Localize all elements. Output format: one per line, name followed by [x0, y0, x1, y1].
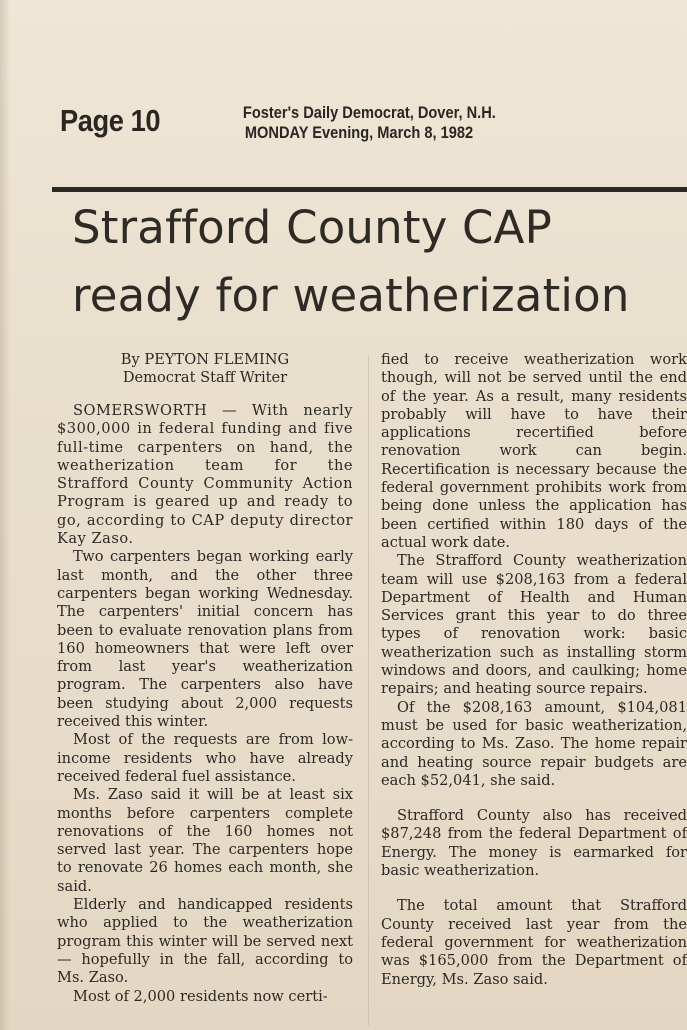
article-paragraph: Two carpenters began working early last month, and the other three carpenters began working Wednesday. The carpenters' initial concern has been to evaluate renovation plans from 160 homeowners that were left over from last year's weatherization program. The carpenters also have been studying about 2,000 requests received this winter.: [57, 548, 353, 731]
byline-title: Democrat Staff Writer: [122, 369, 288, 386]
publication-date: MONDAY Evening, March 8, 1982: [244, 123, 474, 142]
byline: [57, 351, 353, 387]
article-paragraph: SOMERSWORTH — With nearly $300,000 in federal funding and five full-time carpenters on hand, the weatherization team for the Strafford County Community Action Program is geared up and ready to go, according to CAP deputy director Kay Zaso.: [57, 402, 353, 548]
paper-edge-shadow: [0, 0, 10, 1030]
column-divider: [368, 356, 369, 1026]
article-column-right: [381, 351, 687, 989]
headline-line-2: ready for weatherization: [72, 269, 630, 322]
article-paragraph: Most of 2,000 residents now certi-: [73, 987, 328, 1005]
masthead: [224, 103, 494, 143]
newspaper-name: Foster's Daily Democrat, Dover, N.H.: [242, 103, 496, 122]
article-paragraph: Elderly and handicapped residents who applied to the weatherization program this winter will be served next — hopefully in the fall, according to Ms. Zaso.: [57, 896, 353, 987]
article-paragraph: The total amount that Strafford County received last year from the federal government for weatherization was $165,000 from the Department of Energy, Ms. Zaso said.: [381, 897, 687, 988]
page-number-label: Page 10: [60, 103, 161, 138]
article-paragraph: Ms. Zaso said it will be at least six months before carpenters complete renovations of the 160 homes not served last year. The carpenters hope to renovate 26 homes each month, she said.: [57, 786, 353, 895]
headline-rule: [52, 187, 687, 192]
article-paragraph: Strafford County also has received $87,248 from the federal Department of Energy. The money is earmarked for basic weatherization.: [381, 807, 687, 880]
article-paragraph: The Strafford County weatherization team will use $208,163 from a federal Department of Health and Human Services grant this year to do three types of renovation work: basic weatherization such as installing storm windows and doors, and caulking; home repairs; and heating source repairs.: [381, 552, 687, 698]
article-paragraph: Most of the requests are from low-income residents who have already received federal fuel assistance.: [57, 731, 353, 785]
article-paragraph: Of the $208,163 amount, $104,081 must be used for basic weatherization, according to Ms. Zaso. The home repair and heating source repair budgets are each $52,041, she said.: [381, 698, 687, 789]
article-column-left: [57, 351, 353, 1006]
headline: [72, 194, 687, 330]
byline-author: By PEYTON FLEMING: [120, 351, 290, 368]
article-paragraph: fied to receive weatherization work though, will not be served until the end of the year. As a result, many residents probably will have to have their applications recertified before renovation work can begin. Recertification is necessary because the federal government prohibits work from being done unless the application has been certified within 180 days of the actual work date.: [381, 351, 687, 551]
headline-line-1: Strafford County CAP: [72, 201, 552, 254]
